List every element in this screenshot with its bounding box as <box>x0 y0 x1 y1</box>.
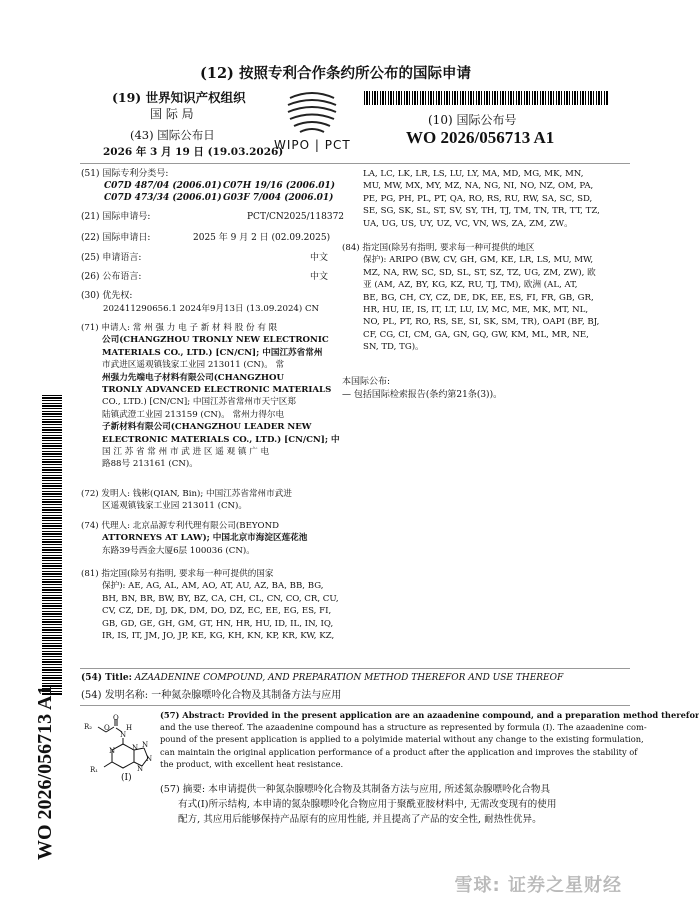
atom-nh: N <box>120 731 127 739</box>
designated-states-national: (81) 指定国(除另有指明, 要求每一种可提供的国家 保护): AE, AG, AL, AM, AO, AT, AU, AZ, BA, BB, BG, BH, BN, BR, BW, BY, BZ, CA, CH, CL, CN, CO, CR, CU, CV, CZ, DE, DJ, DK, DM, DO, DZ, EC, EE, EG, ES, FI, GB, GD, GE, GH, GM, GT, HN, HR, HU, ID, IL, IN, IQ, IR, IS, IT, JM, JO, JP, KE, KG, KH, KN, KP, KR, KW, KZ, <box>81 569 339 642</box>
priority-label: (30) 优先权: <box>81 291 133 301</box>
atom-n1: N <box>132 744 139 752</box>
abstract-zh: (57) 摘要: 本申请提供一种氮杂腺嘌呤化合物及其制备方法与应用, 所述氮杂腺嘌呤化合物具 有式(I)所示结构, 本申请的氮杂腺嘌呤化合物应用于聚酰亚胺材料中, 无需改变现有的使用 配方, 其应用后能够保持产品原有的应用性能, 并且提高了产品的安全性, 耐热性优异。 <box>160 784 557 825</box>
app-date-label: (22) 国际申请日: <box>81 233 151 243</box>
title-divider-bottom <box>80 705 630 706</box>
title-zh: (54) 发明名称: 一种氮杂腺嘌呤化合物及其制备方法与应用 <box>81 690 342 701</box>
published-label: 本国际公布: <box>342 377 391 387</box>
vertical-pub-number: WO 2026/056713 A1 <box>34 685 56 860</box>
atom-n2: N <box>142 741 149 749</box>
applicants-block: (71) 申请人: 常 州 强 力 电 子 新 材 料 股 份 有 限 公司(CHANGZHOU TRONLY NEW ELECTRONIC MATERIALS CO., LTD.) [CN/CN]; 中国江苏省常州 市武进区遥观镇钱家工业园 213011 (CN)。 常 州强力先端电子材料有限公司(CHANGZHOU TRONLY ADVANCED ELECTRONIC MATERIALS CO., LTD.) [CN/CN]; 中国江苏省常州市天宁区郑 陆镇武澄工业园 213159 (CN)。 常州力得尔电 子新材料有限公司(CHANGZHOU LEADER NEW ELECTRONIC MATERIALS CO., LTD.) [CN/CN]; 中 国 江 苏 省 常 州 市 武 进 区 遥 观 镇 广 电 路88号 213161 (CN)。 <box>81 323 340 470</box>
pub-date-label: (43) 国际公布日 <box>130 128 215 142</box>
formula-label: (I) <box>121 773 132 783</box>
filing-lang-value: 中文 <box>310 253 329 263</box>
app-date-value: 2025 年 9 月 2 日 (02.09.2025) <box>193 233 331 243</box>
designated-states-regional: (84) 指定国(除另有指明, 要求每一种可提供的地区 保护): ARIPO (BW, CV, GH, GM, KE, LR, LS, MU, MW, MZ, NA, RW, SC, SD, SL, ST, SZ, TZ, UG, ZM, ZW), 欧 亚 (AM, AZ, BY, KG, KZ, RU, TJ, TM), 欧洲 (AL, AT, BE, BG, CH, CY, CZ, DE, DK, EE, ES, FI, FR, GB, GR, HR, HU, IE, IS, IT, LT, LU, LV, MC, ME, MK, MT, NL, NO, PL, PT, RO, RS, SE, SI, SK, SM, TR), OAPI (BF, BJ, CF, CG, CI, CM, GA, GN, GQ, GW, KM, ML, MR, NE, SN, TD, TG)。 <box>342 243 600 353</box>
designated-states-continued: LA, LC, LK, LR, LS, LU, LY, MA, MD, MG, MK, MN, MU, MW, MX, MY, MZ, NA, NG, NI, NO, NZ, OM, PA, PE, PG, PH, PL, PT, QA, RO, RS, RU, RW, SA, SC, SD, SE, SG, SK, SL, ST, SV, SY, TH, TJ, TM, TN, TR, TT, TZ, UA, UG, US, UY, UZ, VC, VN, WS, ZA, ZM, ZW。 <box>363 169 600 229</box>
app-no-label: (21) 国际申请号: <box>81 212 151 222</box>
ipc-code-2b: G03F 7/004 (2006.01) <box>223 193 334 203</box>
atom-o2: O <box>113 714 119 722</box>
org-name: (19) 世界知识产权组织 <box>112 90 246 105</box>
ipc-code-2a: C07D 473/34 (2006.01) <box>104 193 222 203</box>
title-divider-top <box>80 668 630 669</box>
pub-lang-value: 中文 <box>310 272 329 282</box>
pub-date: 2026 年 3 月 19 日 (19.03.2026) <box>103 146 284 158</box>
atom-r1: R₁ <box>90 766 99 774</box>
chemical-structure <box>82 716 158 788</box>
pub-no-label: (10) 国际公布号 <box>428 113 517 127</box>
pub-lang-label: (26) 公布语言: <box>81 272 142 282</box>
atom-o1: O <box>104 724 110 732</box>
org-bureau: 国 际 局 <box>150 107 194 121</box>
ipc-code-1a: C07D 487/04 (2006.01) <box>104 181 222 191</box>
top-barcode <box>364 91 609 105</box>
side-barcode <box>42 395 62 695</box>
filing-lang-label: (25) 申请语言: <box>81 253 142 263</box>
app-no-value: PCT/CN2025/118372 <box>247 212 345 222</box>
document-title: (12) 按照专利合作条约所公布的国际申请 <box>200 65 471 82</box>
atom-h: H <box>126 724 133 732</box>
header-divider <box>80 163 630 164</box>
pub-number: WO 2026/056713 A1 <box>406 128 555 147</box>
agent-block: (74) 代理人: 北京品源专利代理有限公司(BEYOND ATTORNEYS AT LAW); 中国北京市海淀区莲花池 东路39号西金大厦6层 100036 (CN)。 <box>81 521 308 556</box>
wipo-pct-label: WIPO | PCT <box>274 138 351 152</box>
published-item: — 包括国际检索报告(条约第21条(3))。 <box>342 390 503 400</box>
ipc-label: (51) 国际专利分类号: <box>81 169 169 179</box>
title-en: (54) Title: AZAADENINE COMPOUND, AND PREPARATION METHOD THEREFOR AND USE THEREOF <box>81 673 564 683</box>
inventor-block: (72) 发明人: 钱彬(QIAN, Bin); 中国江苏省常州市武进 区遥观镇钱家工业园 213011 (CN)。 <box>81 489 292 512</box>
atom-n5: N <box>109 747 116 755</box>
abstract-en: (57) Abstract: Provided in the present application are an azaadenine compound, and a preparation method therefor and the use thereof. The azaadenine compound has a structure as represented by formula (I). The azaadenine com- pound of the present application is applied to a polyimide material without any change to the existing formulation, can maintain the original application performance of a product after the application and improves the stability of the product, with excellent heat resistance. <box>160 710 699 769</box>
ipc-code-1b: C07H 19/16 (2006.01) <box>223 181 336 191</box>
watermark: 雪球: 证券之星财经 <box>454 875 622 896</box>
atom-r2: R₂ <box>84 723 93 731</box>
wipo-logo <box>282 86 342 136</box>
atom-n3: N <box>146 755 153 763</box>
priority-value: 202411290656.1 2024年9月13日 (13.09.2024) CN <box>103 304 320 314</box>
atom-n4: N <box>137 765 144 773</box>
